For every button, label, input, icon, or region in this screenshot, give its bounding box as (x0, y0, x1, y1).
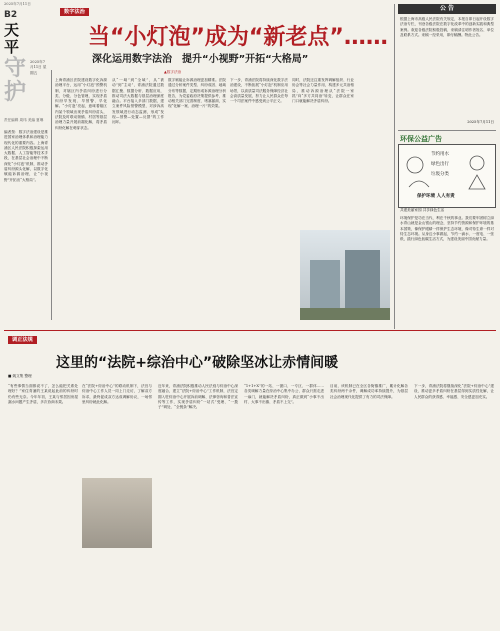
editor-line: 责任编辑 周玮 美编 夏琳 (4, 118, 44, 122)
lead-intro: 编者按：数字法治建设是推进国家治理体系和治理能力现代化的重要内容。上海青浦区人民法院积极探索运用大数据、人工智能等技术手段，在基层社会治理中不断深化“小灯泡”机制，推动矛盾纠纷源头化解，以数字化赋能诉源治理，让“小视野”开拓出“大格局”。 (4, 130, 48, 182)
psa-body: 环境保护是功在当代、利在千秋的事业。我们要牢固树立绿水青山就是金山银山的理念，坚持节约资源和保护环境的基本国策，像保护眼睛一样保护生态环境，像对待生命一样对待生态环境。从身边小事做起，节约一滴水、一度电、一张纸，践行绿色低碳生活方式，为建设美丽中国贡献力量。 (400, 216, 494, 242)
brand-char-2: 平 (4, 38, 20, 56)
lead-kicker: ▲数字法治 (164, 70, 182, 74)
section-tag-law: 调正法规 (8, 336, 37, 344)
notice-body: 根据上海市高级人民法院有关规定，本报自即日起开设数字法治专栏，刊登各级法院在数字化改革中的创新实践和典型案例。欢迎各级法院积极投稿，来稿请注明作者姓名、单位及联系方式。来稿一经采用，即付稿酬。特此公告。 (400, 17, 494, 37)
lead-title: 当“小灯泡”成为“新老点”…… (88, 25, 388, 50)
second-column-5: 目前，该机制已在全区各街镇推广，累计化解各类纠纷两千余件，调解成功率持续提升，为基层社会治理现代化提供了有力的司法保障。 (330, 384, 408, 399)
date-line: 2025年7月11日 星期五 (30, 60, 47, 75)
second-column-3: 近年来，青浦法院积极推动人民法庭与综治中心深度融合，建立“法院+综治中心”工作机制，法官定期入驻综治中心开展诉前调解、法律咨询和普法宣传等工作，实现矛盾纠纷“一站式”受理、“一揽子”调处、“全链条”解决。 (158, 384, 238, 410)
page-number: B2 (4, 10, 18, 20)
second-column-6: 下一步，青浦法院将继续深化“法院+综治中心”建设，推动更多矛盾纠纷在基层得到实质性化解，让人民群众的获得感、幸福感、安全感更加充实。 (414, 384, 494, 399)
lead-column-2: 从“一域”到“全域”，从“被动”到“主动”，青浦法院通过数据汇聚、数据分析、数据应用，推动司法大数据与基层治理深度融合。平台接入多部门数据，建立案件风险预警模型，对涉诉高发领域进行动态监测，形成“发现—预警—处置—反馈”的工作闭环。 (112, 78, 164, 125)
second-kicker: ■ 姚文集 整理 (8, 374, 32, 378)
second-photo (82, 478, 152, 548)
psa-item-3: 垃圾分类 (431, 172, 449, 177)
second-column-2: 在“法院+综治中心”的联动机制下，法官与综治中心工作人员一同上门走访，了解双方诉求，最终促成双方达成调解协议，一场邻里纠纷就此化解。 (82, 384, 152, 404)
lead-column-4: 下一步，青浦法院将持续深化数字法治建设，不断拓展“小灯泡”机制应用场景，以高质量司法服务保障经济社会高质量发展，努力让人民群众在每一个司法案件中感受到公平正义。 (230, 78, 288, 104)
lead-column-3: 数字赋能让诉源治理更加精准。法院通过分析案件类型、纠纷成因、地域分布等数据，定期形成诉源治理分析报告，为党委政府决策提供参考，推动相关部门完善制度、堵塞漏洞，实现“化解一案、治理一片”的效果。 (168, 78, 226, 109)
lead-column-1: 上海青浦区法院建设数字化诉源治理平台，运用“小灯泡”预警机制，对辖区内矛盾纠纷进行分类、分级、分色管理，实现矛盾纠纷早发现、早预警、早化解。“小灯泡”亮起，意味着辖区内某个领域出现矛盾纠纷苗头，法院及时联动街镇、村居等基层治理力量开展前端化解，将矛盾纠纷化解在萌芽状态。 (55, 78, 107, 130)
page-top-label: 2025年7月11日 (4, 2, 31, 6)
psa-box (398, 144, 496, 208)
brand-char-3: 守 (4, 55, 27, 81)
lead-photo (300, 230, 390, 320)
second-column-4: “1+1+X”的一站、一窗口、一专区、一群体……各类调解力量在综治中心集中办公，群众只需走进一扇门，就能解决矛盾纠纷，真正做到“小事不出村、大事不出镇、矛盾不上交”。 (244, 384, 324, 404)
psa-item-2: 绿色出行 (431, 162, 449, 167)
second-column-1: “有些事情当面都说不了，怎么能把关系处理好？”家住青浦的王某说起此前的纠纷时仍有些无奈。今年年初，王某与邻居因房屋漏水问题产生矛盾，多次协商未果。 (8, 384, 78, 404)
brand-char-4: 护 (4, 79, 27, 105)
lead-subtitle: 深化运用数字法治 提升“小视野”开拓“大格局” (92, 54, 309, 65)
masthead-brand (4, 22, 28, 104)
lead-column-5: 同时，法院还注重发挥调解组织、行业协会等社会力量作用，构建多元共治格局，推动诉源治理从“法院一家抓”向“多方共同治”转变，让群众在家门口就能解决矛盾纠纷。 (292, 78, 354, 104)
notice-header: 公 告 (398, 4, 496, 14)
brand-char-1: 天 (4, 21, 20, 39)
psa-item-1: 节约用水 (431, 152, 449, 157)
psa-title: 环保公益广告 (400, 135, 442, 143)
second-title: 这里的“法院+综治中心”破除坚冰让赤情间暖 (56, 355, 339, 371)
psa-item-4: 保护环境 人人有责 (417, 194, 455, 199)
photo-building-illustration (300, 230, 390, 320)
section-tag-digital-law: 数字法治 (60, 8, 89, 16)
psa-caption: 共建美丽家园 共享绿色生活 (400, 208, 445, 212)
notice-sign: 2025年7月11日 (467, 120, 494, 124)
